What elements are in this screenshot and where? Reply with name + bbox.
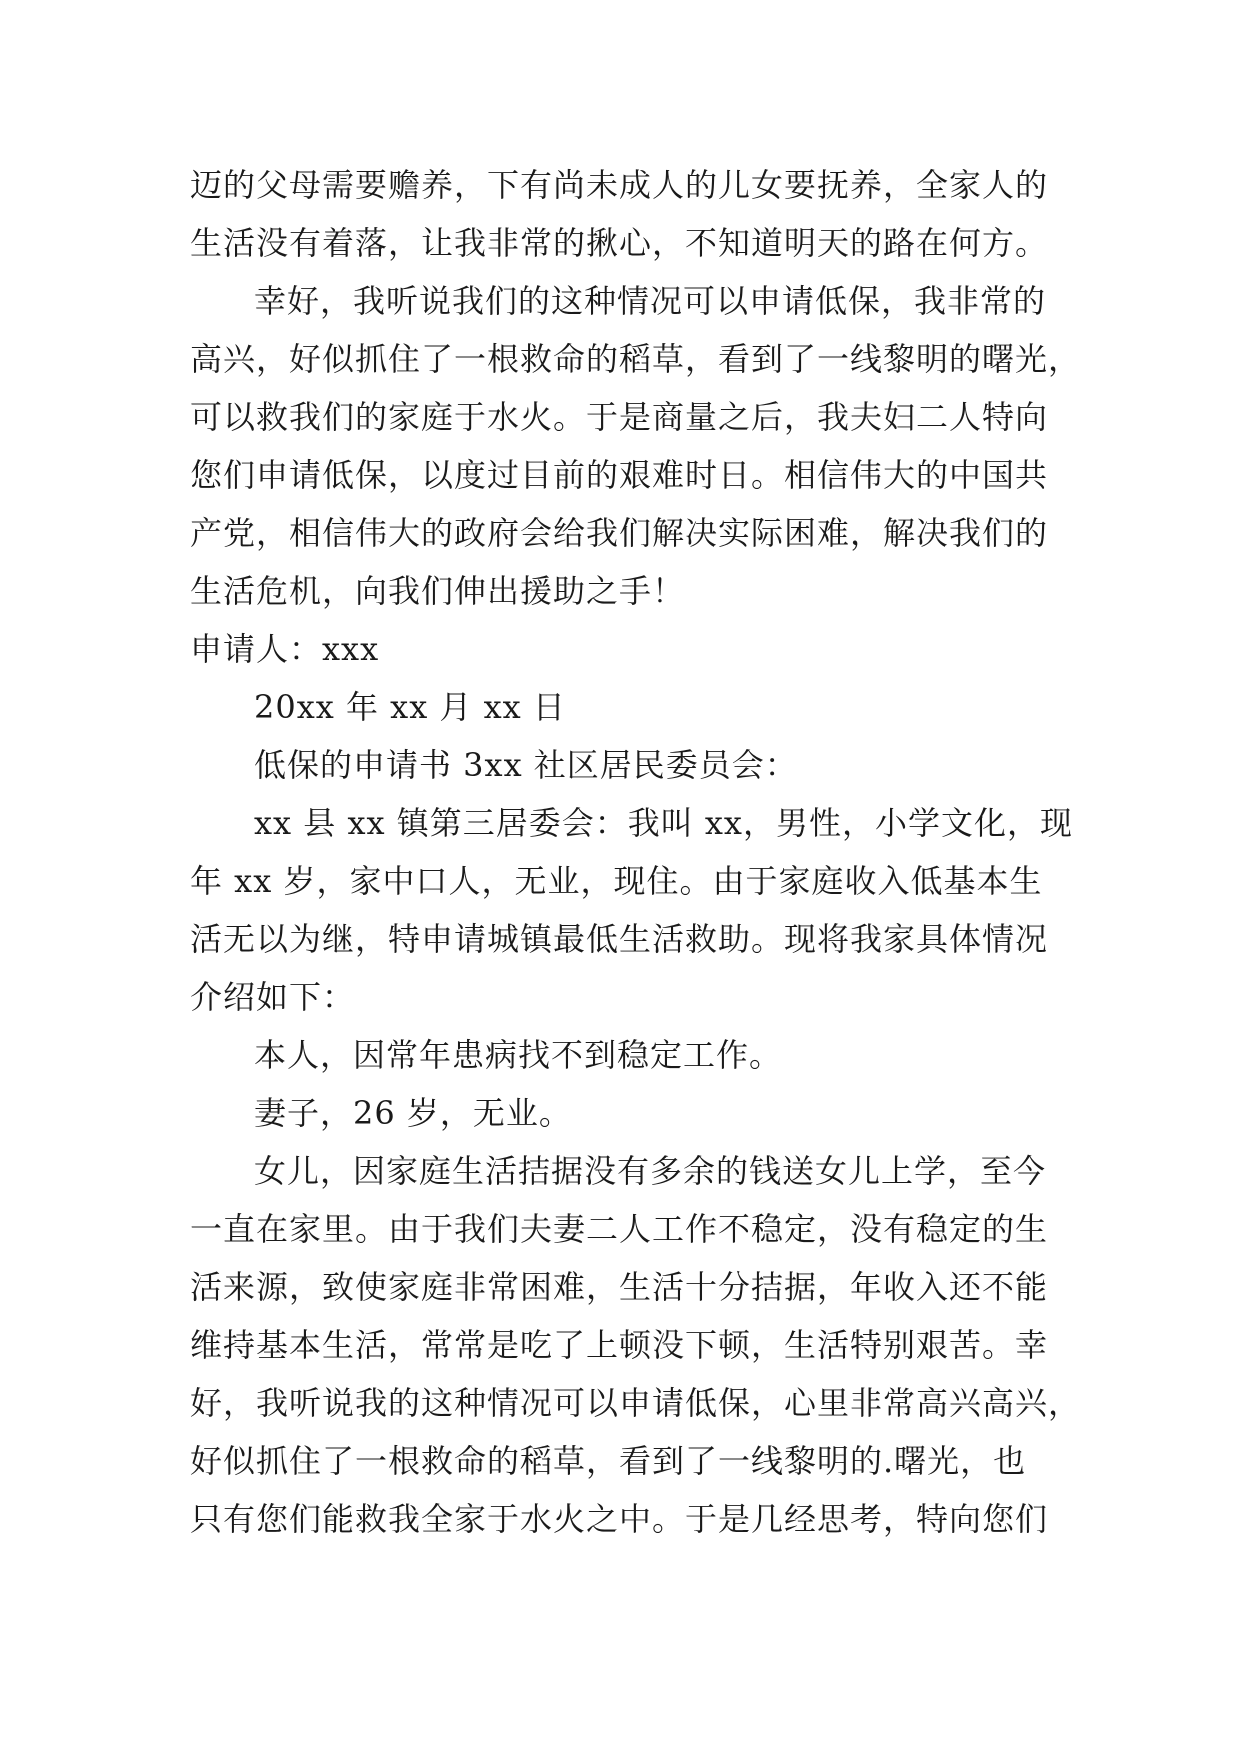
text-line: 女儿，因家庭生活拮据没有多余的钱送女儿上学，至今 (254, 1152, 1047, 1190)
text-line: 您们申请低保，以度过目前的艰难时日。相信伟大的中国共 (190, 456, 1049, 494)
text-line: 只有您们能救我全家于水火之中。于是几经思考，特向您们 (190, 1500, 1049, 1538)
text-line: 可以救我们的家庭于水火。于是商量之后，我夫妇二人特向 (190, 398, 1049, 436)
text-line: 高兴，好似抓住了一根救命的稻草，看到了一线黎明的曙光， (190, 340, 1082, 378)
text-line: 活无以为继，特申请城镇最低生活救助。现将我家具体情况 (190, 920, 1049, 958)
text-line: 介绍如下： (190, 978, 356, 1016)
date-line: 20xx 年 xx 月 xx 日 (254, 688, 566, 726)
text-line: 生活没有着落，让我非常的揪心，不知道明天的路在何方。 (190, 224, 1049, 262)
text-line: 一直在家里。由于我们夫妻二人工作不稳定，没有稳定的生 (190, 1210, 1049, 1248)
text-line: 妻子，26 岁，无业。 (254, 1094, 572, 1132)
text-line: 维持基本生活，常常是吃了上顿没下顿，生活特别艰苦。幸 (190, 1326, 1049, 1364)
text-line: 幸好，我听说我们的这种情况可以申请低保，我非常的 (254, 282, 1047, 320)
text-line: 好，我听说我的这种情况可以申请低保，心里非常高兴高兴， (190, 1384, 1082, 1422)
text-line: 产党，相信伟大的政府会给我们解决实际困难，解决我们的 (190, 514, 1049, 552)
text-line: xx 县 xx 镇第三居委会：我叫 xx，男性，小学文化，现 (254, 804, 1073, 842)
heading-line: 低保的申请书 3xx 社区居民委员会： (254, 746, 798, 784)
text-line: 活来源，致使家庭非常困难，生活十分拮据，年收入还不能 (190, 1268, 1049, 1306)
applicant-line: 申请人：xxx (190, 630, 380, 668)
text-line: 迈的父母需要赡养，下有尚未成人的儿女要抚养，全家人的 (190, 166, 1049, 204)
text-line: 生活危机，向我们伸出援助之手！ (190, 572, 686, 610)
text-line: 年 xx 岁，家中口人，无业，现住。由于家庭收入低基本生 (190, 862, 1043, 900)
text-line: 本人，因常年患病找不到稳定工作。 (254, 1036, 783, 1074)
text-line: 好似抓住了一根救命的稻草，看到了一线黎明的.曙光，也 (190, 1442, 1027, 1480)
